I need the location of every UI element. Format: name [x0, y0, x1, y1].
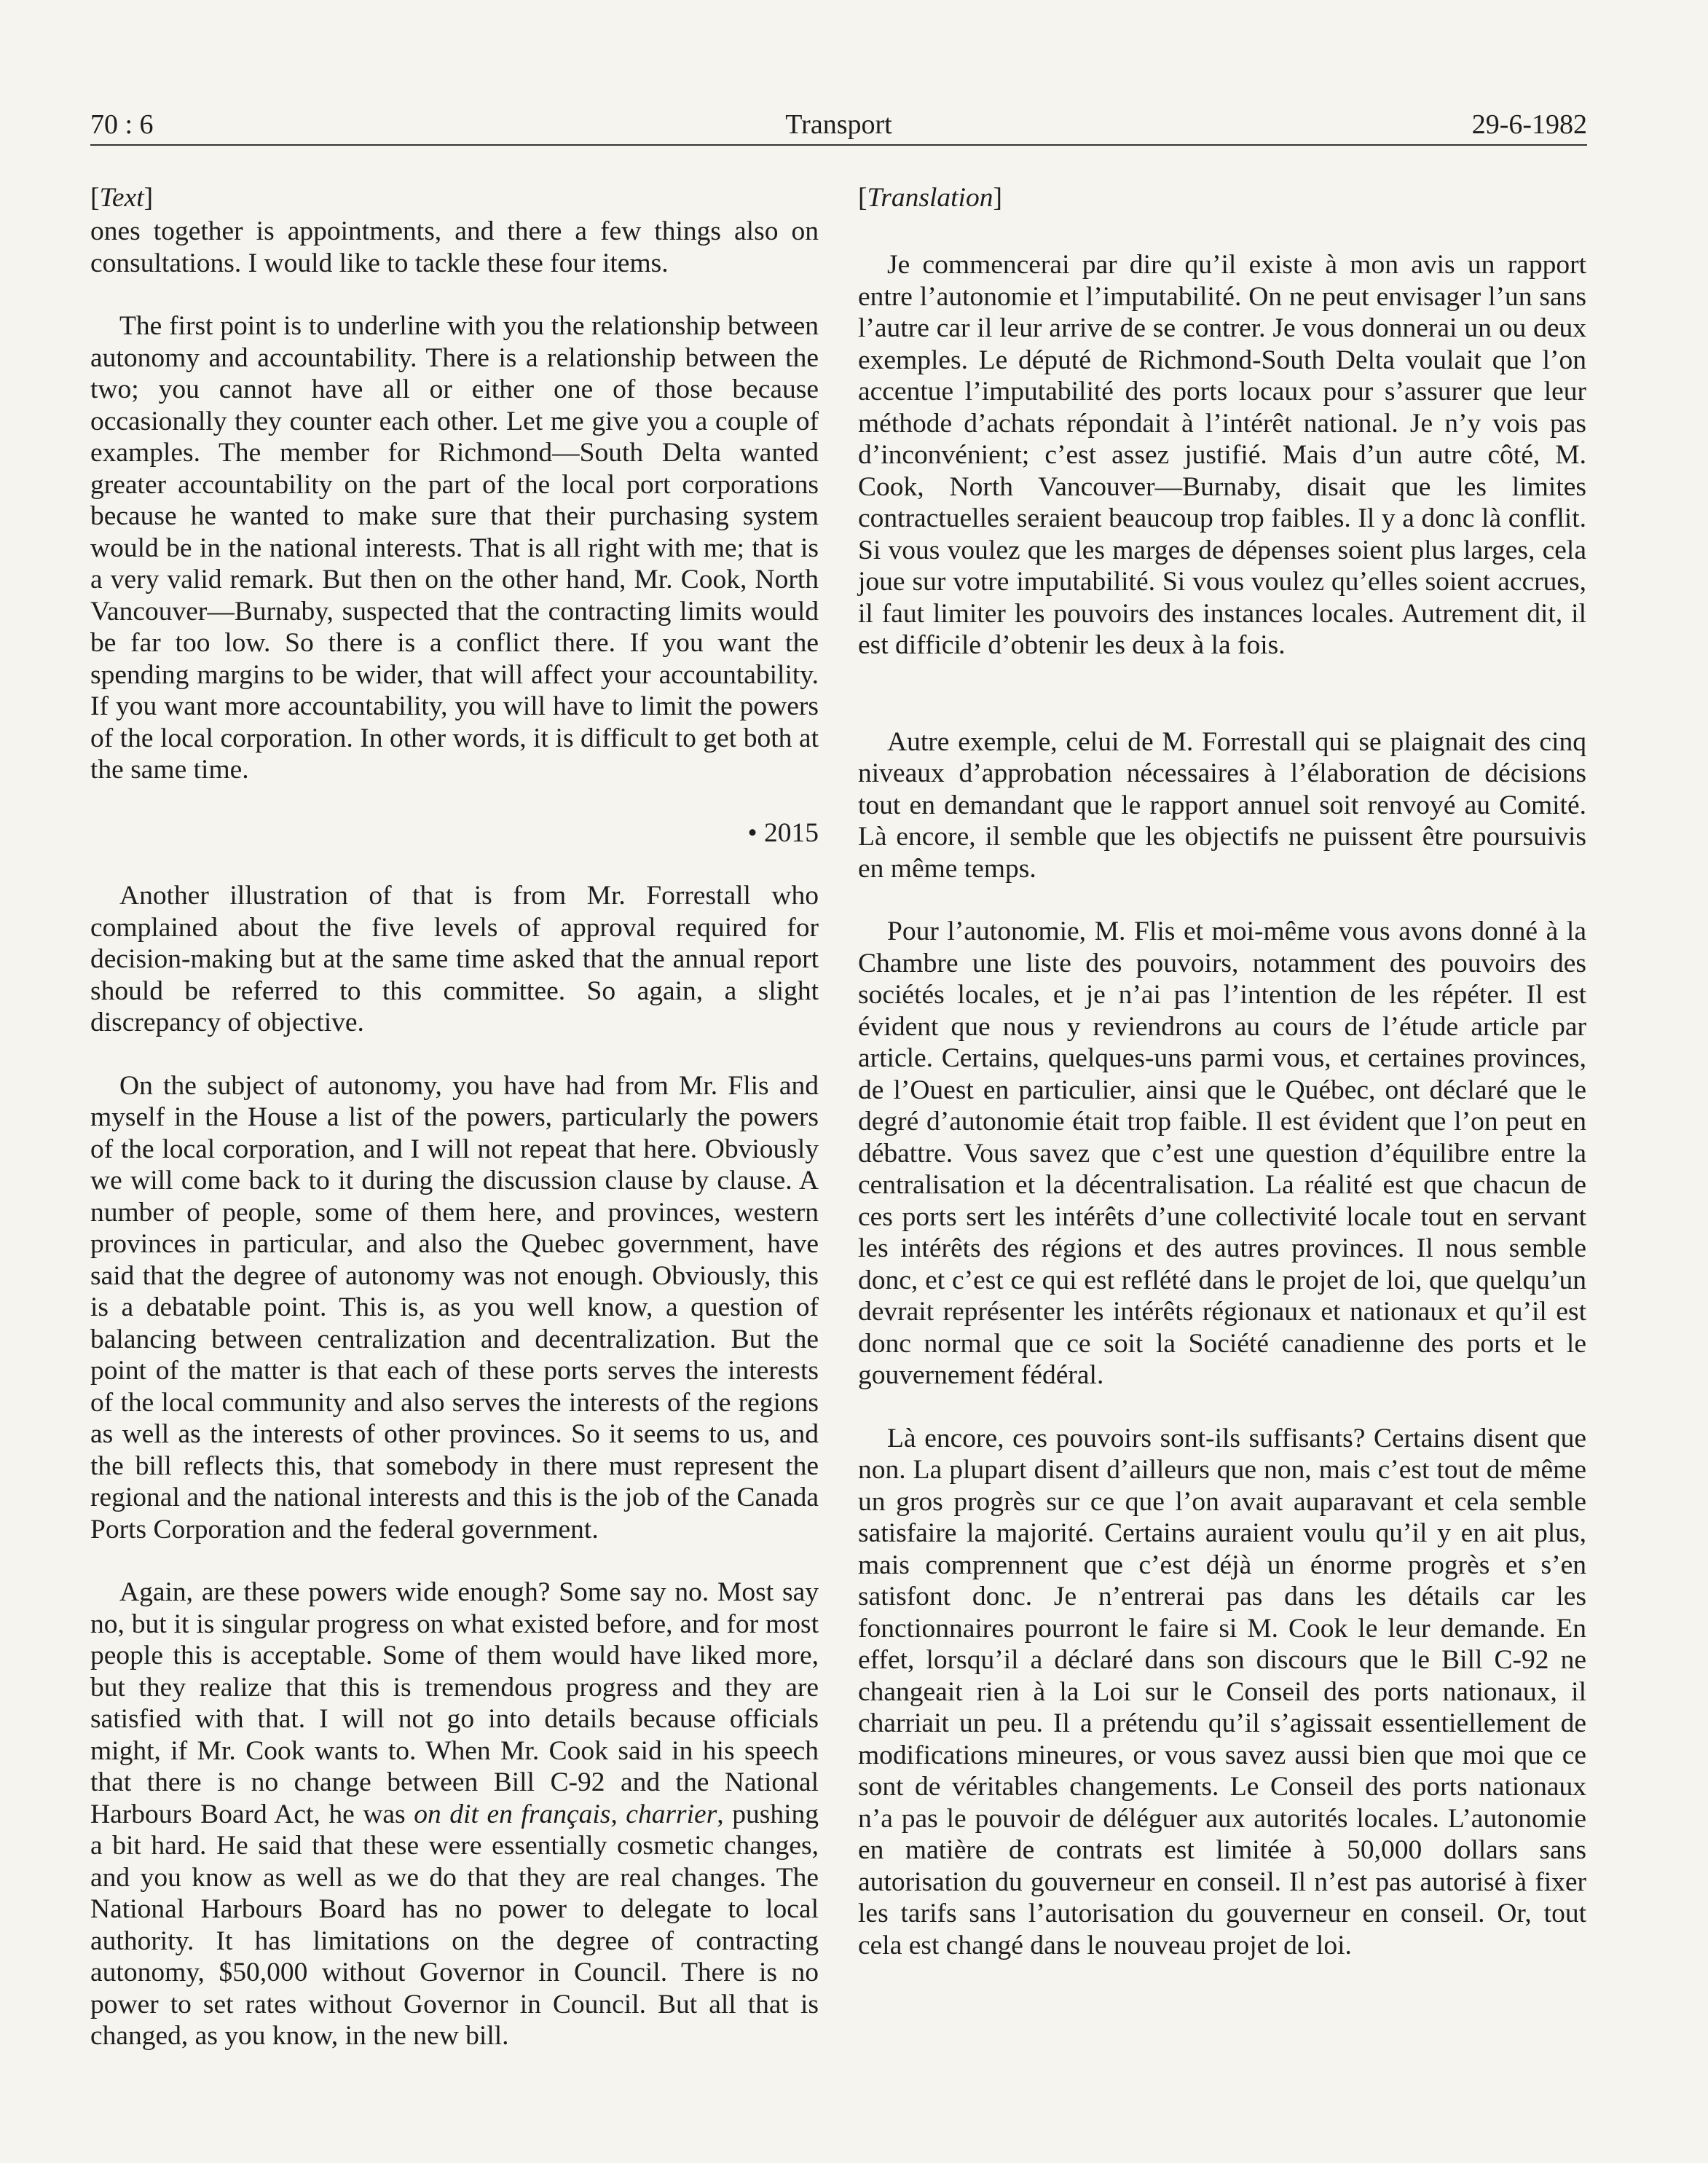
column-label-text: [Text]: [90, 183, 154, 213]
running-header: [90, 106, 1587, 143]
paragraphe-pouvoirs-suffisants: Là encore, ces pouvoirs sont-ils suffisants? Certains disent que non. La plupart disent d’ailleurs que non, mais c’est tout de même un gros progrès sur ce que l’on avait auparavant et cela semble satisfaire la majorité. Certains auraient voulu qu’il y en ait plus, mais comprennent que c’est déjà un énorme progrès et s’en satisfont donc. Je n’entrerai pas dans les détails car les fonctionnaires pourront le faire si M. Cook le leur demande. En effet, lorsqu’il a déclaré dans son discours que le Bill C-92 ne changeait rien à la Loi sur le Conseil des ports nationaux, il charriait un peu. Il a prétendu qu’il s’agissait essentiellement de modifications mineures, or vous savez aussi bien que moi que ce sont de véritables changements. Le Conseil des ports nationaux n’a pas le pouvoir de déléguer aux autorités locales. L’autonomie en matière de contrats est limitée à 50,000 dollars sans autorisation du gouverneur en conseil. Il n’est pas autorisé à fixer les tarifs sans l’autorisation du gouverneur en conseil. Or, tout cela est changé dans le nouveau projet de loi.: [858, 1423, 1586, 1960]
italic-phrase: on dit en français, charrier: [414, 1799, 717, 1829]
paragraph-autonomy-accountability: The first point is to underline with you the relationship between autonomy and accountability. There is a relationship between the two; you cannot have all or either one of those because occasionally they counter each other. Let me give you a couple of examples. The member for Richmond—South Delta wanted greater accountability on the part of the local port corporations because he wanted to make sure that their purchasing system would be in the national interests. That is all right with me; that is a very valid remark. But then on the other hand, Mr. Cook, North Vancouver—Burnaby, suspected that the contracting limits would be far too low. So there is a conflict there. If you want the spending margins to be wider, that will affect your accountability. If you want more accountability, you will have to limit the powers of the local corporation. In other words, it is difficult to get both at the same time.: [90, 311, 819, 785]
paragraphe-autonomie-imputabilite: Je commencerai par dire qu’il existe à mon avis un rapport entre l’autonomie et l’imputabilité. On ne peut envisager l’un sans l’autre car il leur arrive de se contrer. Je vous donnerai un ou deux exemples. Le député de Richmond-South Delta voulait que l’on accentue l’imputabilité des ports locaux pour s’assurer que leur méthode d’achats répondait à l’intérêt national. Je n’y vois pas d’inconvénient; c’est assez justifié. Mais d’un autre côté, M. Cook, North Vancouver—Burnaby, disait que les limites contractuelles seraient beaucoup trop faibles. Il y a donc là conflit. Si vous voulez que les marges de dépenses soient plus larges, cela joue sur votre imputabilité. Si vous voulez qu’elles soient accrues, il faut limiter les pouvoirs des instances locales. Autrement dit, il est difficile d’obtenir les deux à la fois.: [858, 250, 1586, 660]
header-rule: [90, 144, 1587, 146]
paragraph-continuation: ones together is appointments, and there a few things also on consultations. I would like to tackle these four items.: [90, 216, 819, 278]
english-column: [90, 181, 819, 2084]
paragraphe-forrestall: Autre exemple, celui de M. Forrestall qui se plaignait des cinq niveaux d’approbation nécessaires à l’élaboration de décisions tout en demandant que le rapport annuel soit renvoyé au Comité. Là encore, il semble que les objectifs ne puissent être poursuivis en même temps.: [858, 726, 1586, 884]
time-marker: • 2015: [747, 817, 819, 848]
paragraph-powers-enough: Again, are these powers wide enough? Some say no. Most say no, but it is singular progress on what existed before, and for most people this is acceptable. Some of them would have liked more, but they realize that this is tremendous progress and they are satisfied with that. I will not go into details because officials might, if Mr. Cook wants to. When Mr. Cook said in his speech that there is no change between Bill C-92 and the National Harbours Board Act, he was on dit en français, charrier, pushing a bit hard. He said that these were essentially cosmetic changes, and you know as well as we do that they are real changes. The National Harbours Board has no power to delegate to local authority. It has limitations on the degree of contracting autonomy, $50,000 without Governor in Council. There is no power to set rates without Governor in Council. But all that is changed, as you know, in the new bill.: [90, 1577, 819, 2051]
sitting-date: 29-6-1982: [1471, 109, 1587, 140]
paragraph-autonomy-powers: On the subject of autonomy, you have had from Mr. Flis and myself in the House a list of the powers, particularly the powers of the local corporation, and I will not repeat that here. Obviously we will come back to it during the discussion clause by clause. A number of people, some of them here, and provinces, western provinces in particular, and also the Quebec government, have said that the degree of autonomy was not enough. Obviously, this is a debatable point. This is, as you well know, a question of balancing between centralization and decentralization. But the point of the matter is that each of these ports serves the interests of the local community and also serves the interests of the regions as well as the interests of other provinces. So it seems to us, and the bill reflects this, that somebody in there must represent the regional and the national interests and this is the job of the Canada Ports Corporation and the federal government.: [90, 1070, 819, 1544]
column-label-translation: [Translation]: [858, 183, 1002, 213]
french-column: [858, 181, 1586, 1993]
paragraph-forrestall: Another illustration of that is from Mr. Forrestall who complained about the five levels of approval required for decision-making but at the same time asked that the annual report should be referred to this committee. So again, a slight discrepancy of objective.: [90, 881, 819, 1037]
publication-title: Transport: [785, 109, 892, 140]
paragraphe-pouvoirs: Pour l’autonomie, M. Flis et moi-même vous avons donné à la Chambre une liste des pouvoirs, notamment des pouvoirs des sociétés locales, et je n’ai pas l’intention de les répéter. Il est évident que nous y reviendrons au cours de l’étude article par article. Certains, quelques-uns parmi vous, et certaines provinces, de l’Ouest en particulier, ainsi que le Québec, ont déclaré que le degré d’autonomie était trop faible. Il est évident que l’on peut en débattre. Vous savez que c’est une question d’équilibre entre la centralisation et la décentralisation. La réalité est que chacun de ces ports sert les intérêts d’une collectivité locale tout en servant les intérêts des régions et des autres provinces. Il nous semble donc, et c’est ce qui est reflété dans le projet de loi, que quelqu’un devrait représenter les intérêts régionaux et nationaux et qu’il est donc normal que ce soit la Société canadienne des ports et le gouvernement fédéral.: [858, 916, 1586, 1390]
time-marker-spacer: [858, 693, 1586, 726]
column-spacer: [858, 216, 1586, 249]
page-number: 70 : 6: [90, 109, 154, 140]
